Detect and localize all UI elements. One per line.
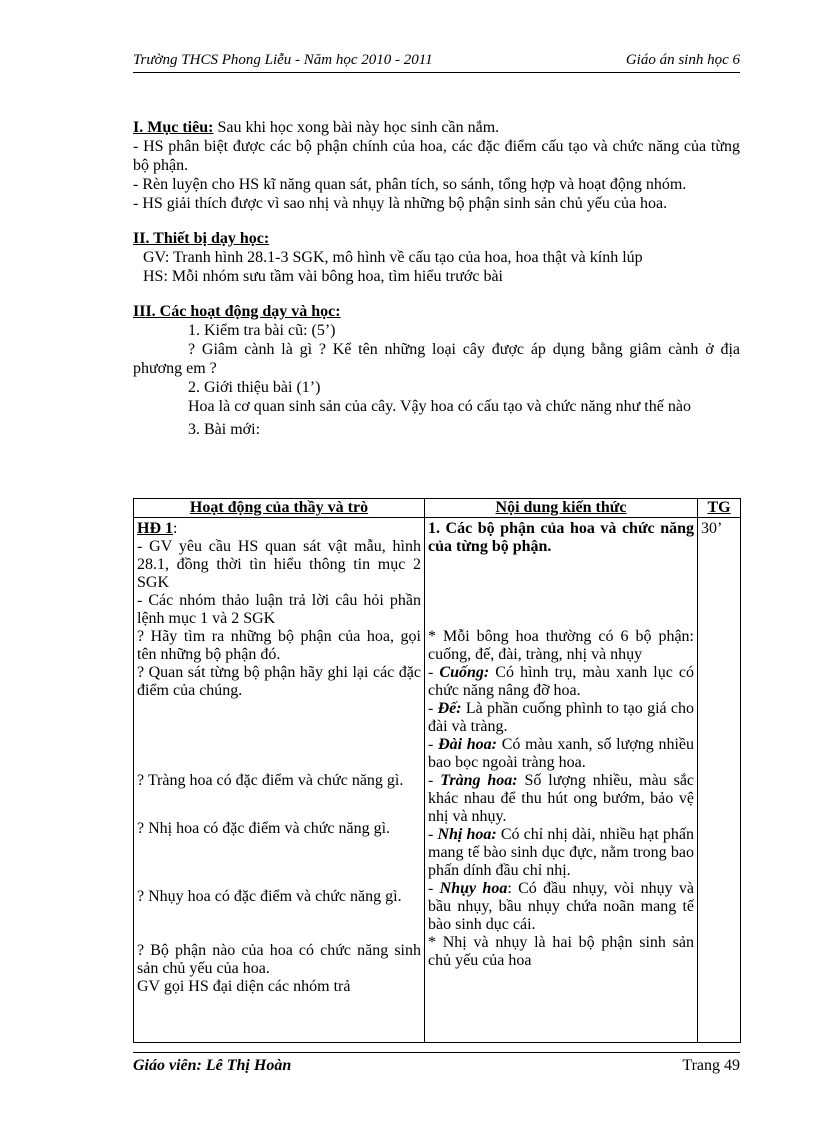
- footer-teacher: Giáo viên: Lê Thị Hoàn: [133, 1057, 292, 1074]
- column-header: Hoạt động của thầy và trò: [134, 499, 425, 518]
- section-title-activities: III. Các hoạt động dạy và học:: [133, 303, 341, 320]
- activity-review: 1. Kiểm tra bài cũ: (5’): [188, 322, 336, 339]
- activity-heading: HĐ 1:: [137, 520, 178, 537]
- activity-line: ? Nhụy hoa có đặc điểm và chức năng gì.: [137, 888, 402, 905]
- table-row: [134, 518, 741, 1043]
- activity-line: ? Quan sát từng bộ phận hãy ghi lại các đặc điểm của chúng.: [137, 664, 421, 699]
- activity-line: ? Bộ phận nào của hoa có chức năng sinh sản chủ yếu của hoa.: [137, 942, 421, 977]
- intro-text: Hoa là cơ quan sinh sản của cây. Vậy hoa có cấu tạo và chức năng như thế nào: [188, 398, 691, 415]
- activity-line: - GV yêu cầu HS quan sát vật mẫu, hình 28.1, đồng thời tìn hiểu thông tin mục 2 SGK: [137, 538, 421, 591]
- content-part: - Đài hoa: Có màu xanh, số lượng nhiều bao bọc ngoài tràng hoa.: [428, 736, 694, 771]
- activity-line: GV gọi HS đại diện các nhóm trả: [137, 978, 351, 995]
- review-question: ? Giâm cành là gì ? Kể tên những loại cây được áp dụng bằng giâm cành ở địa phương em ?: [133, 341, 740, 377]
- content-outro: * Nhị và nhụy là hai bộ phận sinh sản chủ yếu của hoa: [428, 934, 694, 969]
- column-header: TG: [698, 499, 741, 518]
- content-intro: * Mỗi bông hoa thường có 6 bộ phận: cuống, đế, đài, tràng, nhị và nhụy: [428, 628, 694, 663]
- table-header-row: [134, 499, 741, 518]
- content-part: - Cuống: Có hình trụ, màu xanh lục có chức năng nâng đỡ hoa.: [428, 664, 694, 699]
- equipment-teacher: GV: Tranh hình 28.1-3 SGK, mô hình về cấu tạo của hoa, hoa thật và kính lúp: [143, 249, 643, 266]
- equipment-student: HS: Mỗi nhóm sưu tầm vài bông hoa, tìm hiểu trước bài: [143, 268, 503, 285]
- knowledge-content-cell: [425, 518, 698, 1043]
- page-footer: [133, 1052, 740, 1073]
- time-value: 30’: [701, 520, 723, 537]
- activity-line: ? Hãy tìm ra những bộ phận của hoa, gọi tên những bộ phận đó.: [137, 628, 421, 663]
- activity-line: ? Tràng hoa có đặc điểm và chức năng gì.: [137, 772, 404, 789]
- lesson-table: [133, 498, 741, 1043]
- header-school: Trường THCS Phong Liễu - Năm học 2010 - 2011: [133, 52, 433, 68]
- header-subject: Giáo án sinh học 6: [625, 52, 740, 68]
- activity-line: ? Nhị hoa có đặc điểm và chức năng gì.: [137, 820, 391, 837]
- objective-item: - Rèn luyện cho HS kĩ năng quan sát, phân tích, so sánh, tổng hợp và hoạt động nhóm.: [133, 176, 687, 193]
- section-title-objectives: I. Mục tiêu:: [133, 119, 214, 136]
- document-body: [133, 118, 740, 439]
- column-header: Nội dung kiến thức: [425, 499, 698, 518]
- content-title: 1. Các bộ phận của hoa và chức năng của từng bộ phận.: [428, 520, 694, 555]
- content-part: - Đế: Là phần cuống phình to tạo giá cho đài và tràng.: [428, 700, 694, 735]
- time-cell: [698, 518, 741, 1043]
- section-title-equipment: II. Thiết bị dạy học:: [133, 230, 270, 247]
- content-part: - Tràng hoa: Số lượng nhiều, màu sắc khác nhau để thu hút ong bướm, bảo vệ nhị và nhụy.: [428, 772, 694, 825]
- teacher-student-activities-cell: [134, 518, 425, 1043]
- page-header: [133, 50, 740, 73]
- objective-item: - HS phân biệt được các bộ phận chính của hoa, các đặc điểm cấu tạo và chức năng của từng bộ phận.: [133, 138, 740, 174]
- page-number: Trang 49: [682, 1057, 740, 1074]
- content-part: - Nhụy hoa: Có đầu nhụy, vòi nhụy và bầu nhụy, bầu nhụy chứa noãn mang tế bào sinh dục cái.: [428, 880, 694, 933]
- activity-new-lesson: 3. Bài mới:: [188, 421, 261, 438]
- content-part: - Nhị hoa: Có chỉ nhị dài, nhiều hạt phấn mang tế bào sinh dục đực, nằm trong bao phấn dính đầu chỉ nhị.: [428, 826, 694, 879]
- activity-intro: 2. Giới thiệu bài (1’): [188, 379, 321, 396]
- activity-line: - Các nhóm thảo luận trả lời câu hỏi phần lệnh mục 1 và 2 SGK: [137, 592, 421, 627]
- objectives-intro: I. Mục tiêu: Sau khi học xong bài này học sinh cần nắm.: [133, 119, 500, 136]
- objective-item: - HS giải thích được vì sao nhị và nhụy là những bộ phận sinh sản chủ yếu của hoa.: [133, 195, 668, 212]
